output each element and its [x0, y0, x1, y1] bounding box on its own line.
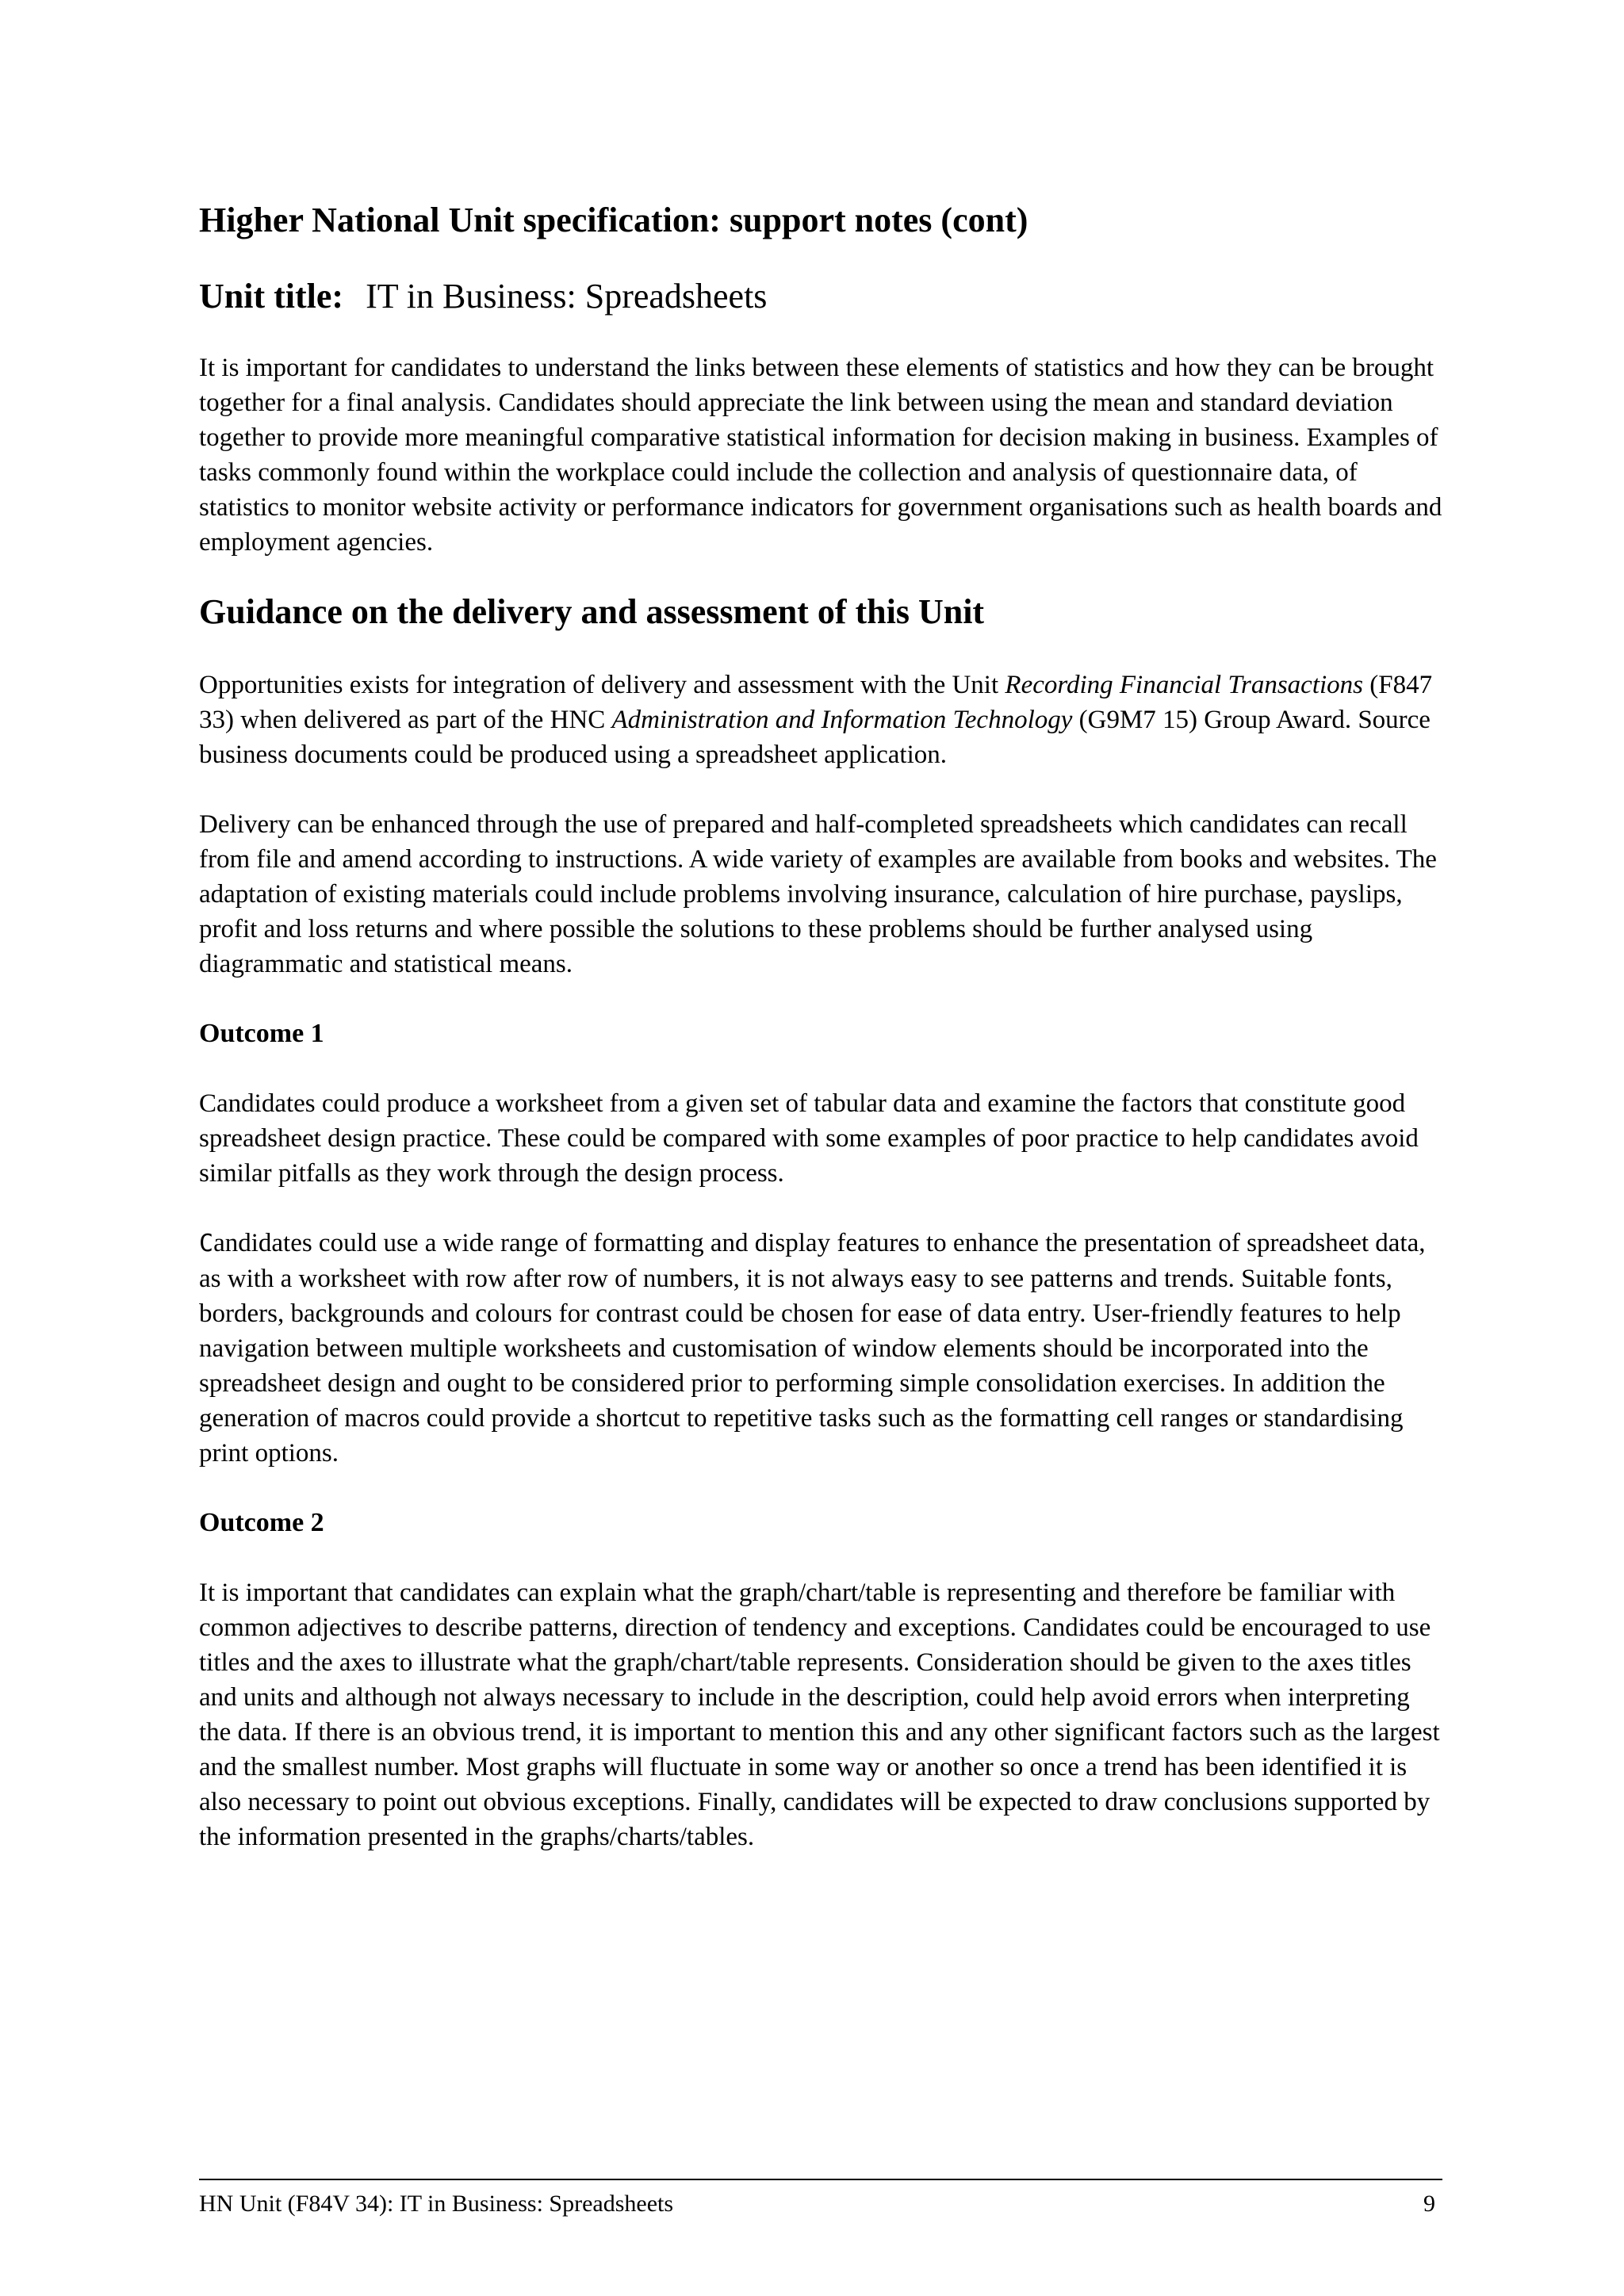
page-number: 9 [1423, 2191, 1435, 2217]
outcome-1-p2-first-letter: C [199, 1230, 214, 1257]
outcome-1-p2-rest: andidates could use a wide range of formatting and display features to enhance the presentation of spreadsheet data, as with a worksheet with row after row of numbers, it is not always easy to see patterns and trends. Suitable fonts, borders, backgrounds and colours for contrast could be chosen for ease of data entry. User-friendly features to help navigation between multiple worksheets and customisation of window elements should be incorporated into the spreadsheet design and ought to be considered prior to performing simple consolidation exercises. In addition the generation of macros could provide a shortcut to repetitive tasks such as the formatting cell ranges or standardising print options. [199, 1229, 1426, 1468]
unit-title-value: IT in Business: Spreadsheets [366, 277, 768, 316]
unit-title-label: Unit title: [199, 277, 344, 316]
page-title: Higher National Unit specification: support notes (cont) [199, 201, 1028, 239]
unit-title-line [199, 273, 1444, 320]
page-content [199, 197, 1444, 1854]
footer-unit-reference: HN Unit (F84V 34): IT in Business: Spreadsheets [199, 2191, 674, 2217]
guidance-p1-unit-name: Recording Financial Transactions [1005, 671, 1363, 699]
guidance-paragraph-2: Delivery can be enhanced through the use of prepared and half-completed spreadsheets which candidates can recall from file and amend according to instructions. A wide variety of examples are available from books and websites. The adaptation of existing materials could include problems involving insurance, calculation of hire purchase, payslips, profit and loss returns and where possible the solutions to these problems should be further analysed using diagrammatic and statistical means. [199, 810, 1437, 978]
guidance-p1-text-1: Opportunities exists for integration of delivery and assessment with the Unit [199, 671, 1005, 699]
outcome-2-paragraph-1: It is important that candidates can explain what the graph/chart/table is representing and therefore be familiar with common adjectives to describe patterns, direction of tendency and exceptions. Candidates could be encouraged to use titles and the axes to illustrate what the graph/chart/table represents. Consideration should be given to the axes titles and units and although not always necessary to include in the description, could help avoid errors when interpreting the data. If there is an obvious trend, it is important to mention this and any other significant factors such as the largest and the smallest number. Most graphs will fluctuate in some way or another so once a trend has been identified it is also necessary to point out obvious exceptions. Finally, candidates will be expected to draw conclusions supported by the information presented in the graphs/charts/tables. [199, 1578, 1440, 1851]
guidance-p1-text-3: (G9M7 15) Group Award. Source business documents could be produced using a spreadsheet application. [199, 706, 1431, 769]
guidance-heading: Guidance on the delivery and assessment of this Unit [199, 592, 985, 631]
outcome-1-paragraph-1: Candidates could produce a worksheet from a given set of tabular data and examine the factors that constitute good spreadsheet design practice. These could be compared with some examples of poor practice to help candidates avoid similar pitfalls as they work through the design process. [199, 1089, 1419, 1188]
guidance-p1-text-2: (F847 33) when delivered as part of the HNC [199, 671, 1433, 734]
intro-paragraph: It is important for candidates to understand the links between these elements of statistics and how they can be brought together for a final analysis. Candidates should appreciate the link between using the mean and standard deviation together to provide more meaningful comparative statistical information for decision making in business. Examples of tasks commonly found within the workplace could include the collection and analysis of questionnaire data, of statistics to monitor website activity or performance indicators for government organisations such as health boards and employment agencies. [199, 354, 1442, 557]
outcome-1-paragraph-2 [199, 1226, 1444, 1471]
footer-divider [199, 2179, 1442, 2180]
outcome-1-heading: Outcome 1 [199, 1019, 324, 1048]
guidance-p1-award-name: Administration and Information Technology [611, 706, 1073, 734]
outcome-2-heading: Outcome 2 [199, 1508, 324, 1537]
guidance-paragraph-1 [199, 668, 1444, 772]
